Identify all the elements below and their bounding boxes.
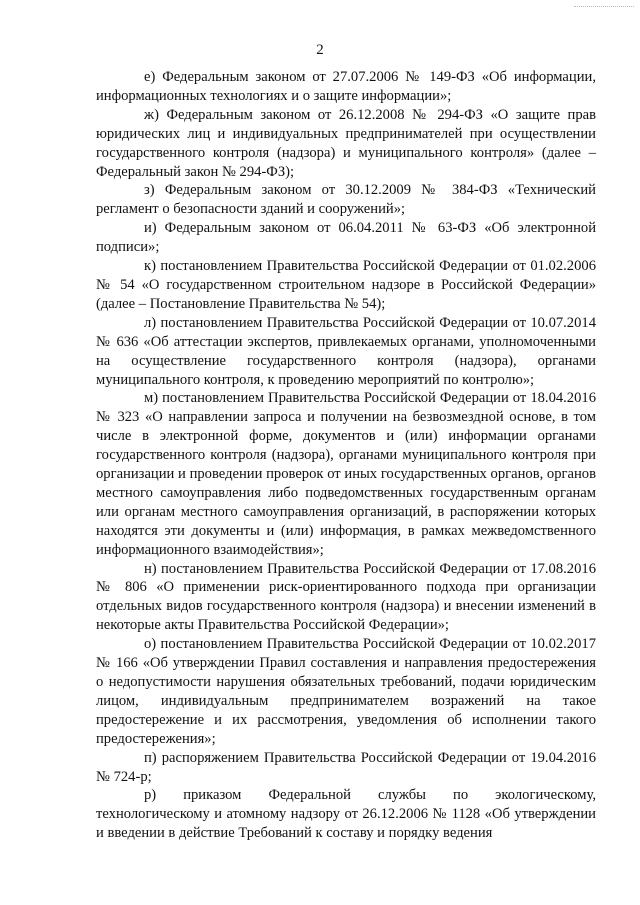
list-item-p: п) распоряжением Правительства Российской Федерации от 19.04.2016 № 724-р;: [96, 749, 596, 785]
list-item-i: и) Федеральным законом от 06.04.2011 № 63-ФЗ «Об электронной подписи»;: [96, 220, 596, 256]
list-item-k: к) постановлением Правительства Российской Федерации от 01.02.2006 № 54 «О государственном строительном надзоре в Российской Федерации» (далее – Постановление Правительства № 54);: [96, 258, 596, 312]
page-number: 2: [316, 42, 324, 58]
list-item-z: з) Федеральным законом от 30.12.2009 № 384-ФЗ «Технический регламент о безопасности зданий и сооружений»;: [96, 182, 596, 218]
document-body: [96, 68, 596, 843]
list-item-zh: ж) Федеральным законом от 26.12.2008 № 294-ФЗ «О защите прав юридических лиц и индивидуальных предпринимателей при осуществлении государственного контроля (надзора) и муниципального контроля» (далее – Федеральный закон № 294-ФЗ);: [96, 106, 596, 180]
list-item-m: м) постановлением Правительства Российской Федерации от 18.04.2016 № 323 «О направлении запроса и получении на безвозмездной основе, в том числе в электронной форме, документов и (или) информации органами государственного контроля (надзора), органами муниципального контроля при организации и проведении проверок от иных государственных органов, органов местного самоуправления либо подведомственных государственным органам или органам местного самоуправления организаций, в распоряжении которых находятся эти документы и (или) информация, в рамках межведомственного информационного взаимодействия»;: [96, 390, 596, 558]
list-item-n: н) постановлением Правительства Российской Федерации от 17.08.2016 № 806 «О применении риск-ориентированного подхода при организации отдельных видов государственного контроля (надзора) и внесении изменений в некоторые акты Правительства Российской Федерации»;: [96, 560, 596, 634]
scan-artifact: [574, 6, 634, 10]
list-item-o: о) постановлением Правительства Российской Федерации от 10.02.2017 № 166 «Об утверждении Правил составления и направления предостережения о недопустимости нарушения обязательных требований, подачи юридическим лицом, индивидуальным предпринимателем возражений на такое предостережение и их рассмотрения, уведомления об исполнении такого предостережения»;: [96, 636, 596, 747]
list-item-r: р) приказом Федеральной службы по экологическому, технологическому и атомному надзору от 26.12.2006 № 1128 «Об утверждении и введении в действие Требований к составу и порядку ведения: [96, 787, 596, 842]
list-item-e: е) Федеральным законом от 27.07.2006 № 149-ФЗ «Об информации, информационных технологиях и о защите информации»;: [96, 69, 596, 104]
list-item-l: л) постановлением Правительства Российской Федерации от 10.07.2014 № 636 «Об аттестации экспертов, привлекаемых органами, уполномоченными на осуществление государственного контроля (надзора), органами муниципального контроля, к проведению мероприятий по контролю»;: [96, 314, 596, 388]
